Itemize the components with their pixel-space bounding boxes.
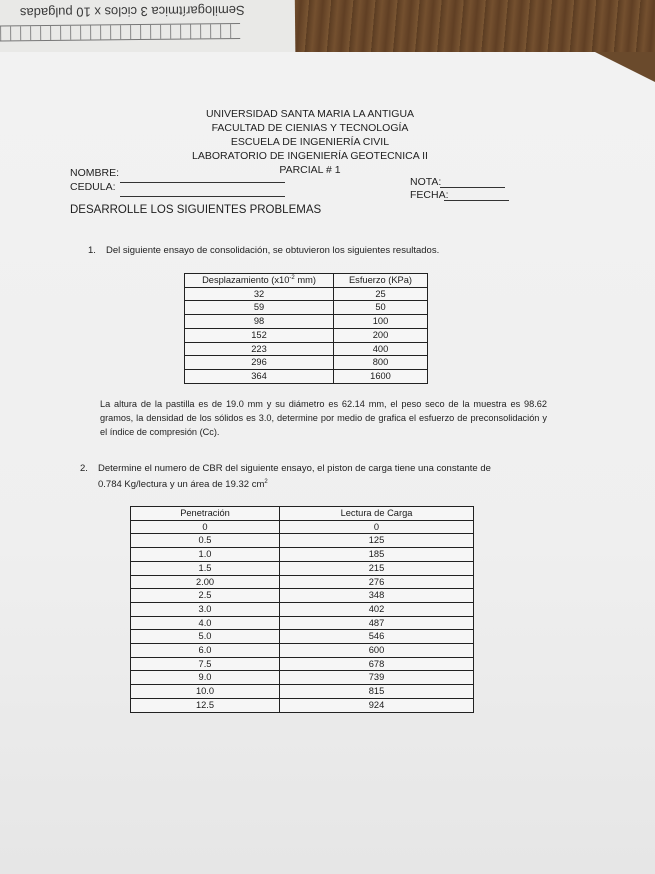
ruler-tick [140, 25, 141, 39]
cedula-label: CEDULA: [70, 181, 116, 193]
table-row [185, 287, 428, 301]
load-cell: 739 [280, 671, 474, 685]
table-row [131, 520, 474, 534]
back-paper-ruler [0, 23, 240, 42]
cedula-line [120, 196, 285, 197]
displacement-cell: 32 [185, 287, 334, 301]
ruler-tick [40, 26, 41, 40]
load-cell: 215 [280, 561, 474, 575]
displacement-cell: 223 [185, 342, 334, 356]
table-row [131, 671, 474, 685]
stress-cell: 100 [334, 315, 428, 329]
back-graph-paper [0, 0, 295, 60]
back-paper-title: Semilogarítmica 3 ciclos x 10 pulgadas [19, 2, 245, 21]
penetration-cell: 12.5 [131, 698, 280, 712]
table-row [131, 616, 474, 630]
ruler-tick [100, 25, 101, 39]
penetration-cell: 1.5 [131, 561, 280, 575]
load-cell: 185 [280, 548, 474, 562]
fecha-line [444, 200, 509, 201]
ruler-tick [0, 26, 1, 40]
school-name: ESCUELA DE INGENIERÍA CIVIL [230, 136, 390, 148]
load-cell: 276 [280, 575, 474, 589]
displacement-cell: 364 [185, 369, 334, 383]
displacement-header: Desplazamiento ($x10^{-2}$ mm) [185, 274, 334, 288]
table-row [131, 575, 474, 589]
problem1-number: 1. [88, 245, 96, 256]
exam-title: PARCIAL # 1 [279, 164, 341, 176]
penetration-cell: 9.0 [131, 671, 280, 685]
ruler-tick [180, 25, 181, 39]
stress-cell: 400 [334, 342, 428, 356]
penetration-cell: 6.0 [131, 644, 280, 658]
ruler-tick [190, 24, 191, 38]
stress-cell: 200 [334, 328, 428, 342]
load-reading-header: Lectura de Carga [280, 507, 474, 521]
table-row [185, 369, 428, 383]
university-name: UNIVERSIDAD SANTA MARIA LA ANTIGUA [205, 108, 415, 120]
nota-label: NOTA: [410, 176, 442, 188]
stress-cell: 25 [334, 287, 428, 301]
table-row [185, 301, 428, 315]
ruler-tick [50, 26, 51, 40]
displacement-cell: 152 [185, 328, 334, 342]
ruler-tick [160, 25, 161, 39]
ruler-tick [70, 26, 71, 40]
problem2-statement-line2: 0.784 Kg/lectura y un área de 19.32 $cm^2$ [98, 478, 268, 490]
displacement-cell: 98 [185, 315, 334, 329]
problem2-statement-line1: Determine el numero de CBR del siguiente ensayo, el piston de carga tiene una constante de [98, 463, 491, 474]
load-cell: 678 [280, 657, 474, 671]
ruler-tick [120, 25, 121, 39]
cbr-table [130, 506, 474, 713]
table-row [185, 315, 428, 329]
table-row [131, 698, 474, 712]
fecha-label: FECHA: [410, 189, 449, 201]
nombre-line [120, 182, 285, 183]
instruction: DESARROLLE LOS SIGUIENTES PROBLEMAS [70, 204, 322, 216]
load-cell: 348 [280, 589, 474, 603]
ruler-tick [210, 24, 211, 38]
ruler-tick [10, 26, 11, 40]
load-cell: 815 [280, 685, 474, 699]
load-cell: 0 [280, 520, 474, 534]
problem1-statement: Del siguiente ensayo de consolidación, se obtuvieron los siguientes resultados. [106, 245, 440, 256]
stress-cell: 50 [334, 301, 428, 315]
load-cell: 125 [280, 534, 474, 548]
penetration-header: Penetración [131, 507, 280, 521]
table-row [131, 657, 474, 671]
table-row [131, 644, 474, 658]
table-row [131, 561, 474, 575]
consolidation-header-row [185, 274, 428, 288]
load-cell: 546 [280, 630, 474, 644]
penetration-cell: 1.0 [131, 548, 280, 562]
penetration-cell: 2.5 [131, 589, 280, 603]
cbr-header-row [131, 507, 474, 521]
nota-line [440, 187, 505, 188]
ruler-tick [80, 26, 81, 40]
faculty-name: FACULTAD DE CIENIAS Y TECNOLOGÍA [211, 122, 409, 134]
ruler-tick [90, 26, 91, 40]
penetration-cell: 0 [131, 520, 280, 534]
ruler-tick [170, 25, 171, 39]
penetration-cell: 5.0 [131, 630, 280, 644]
folded-corner [595, 52, 655, 82]
table-row [185, 342, 428, 356]
ruler-tick [30, 26, 31, 40]
problem2-number: 2. [80, 463, 88, 474]
ruler-tick [60, 26, 61, 40]
ruler-tick [20, 26, 21, 40]
displacement-cell: 59 [185, 301, 334, 315]
exam-sheet [0, 52, 655, 874]
load-cell: 487 [280, 616, 474, 630]
penetration-cell: 0.5 [131, 534, 280, 548]
table-row [131, 685, 474, 699]
penetration-cell: 2.00 [131, 575, 280, 589]
table-row [131, 548, 474, 562]
problem1-text: La altura de la pastilla es de 19.0 mm y su diámetro es 62.14 mm, el peso seco de la muestra es 98.62 gramos, la densidad de los sólidos es 3.0, determine por medio de grafica el esfuerzo de preconsolidación y el índice de compresión (Cc). [100, 399, 547, 437]
load-cell: 600 [280, 644, 474, 658]
table-row [131, 630, 474, 644]
table-row [131, 534, 474, 548]
ruler-tick [130, 25, 131, 39]
load-cell: 924 [280, 698, 474, 712]
consolidation-table [184, 273, 428, 384]
stress-cell: 800 [334, 356, 428, 370]
lab-name: LABORATORIO DE INGENIERÍA GEOTECNICA II [192, 150, 428, 162]
table-row [185, 356, 428, 370]
ruler-tick [200, 24, 201, 38]
penetration-cell: 10.0 [131, 685, 280, 699]
displacement-cell: 296 [185, 356, 334, 370]
table-row [185, 328, 428, 342]
ruler-tick [220, 24, 221, 38]
penetration-cell: 4.0 [131, 616, 280, 630]
table-row [131, 602, 474, 616]
stress-header: Esfuerzo (KPa) [334, 274, 428, 288]
ruler-tick [230, 24, 231, 38]
penetration-cell: 7.5 [131, 657, 280, 671]
stress-cell: 1600 [334, 369, 428, 383]
load-cell: 402 [280, 602, 474, 616]
nombre-label: NOMBRE: [70, 167, 120, 179]
ruler-tick [110, 25, 111, 39]
penetration-cell: 3.0 [131, 602, 280, 616]
ruler-tick [150, 25, 151, 39]
table-row [131, 589, 474, 603]
